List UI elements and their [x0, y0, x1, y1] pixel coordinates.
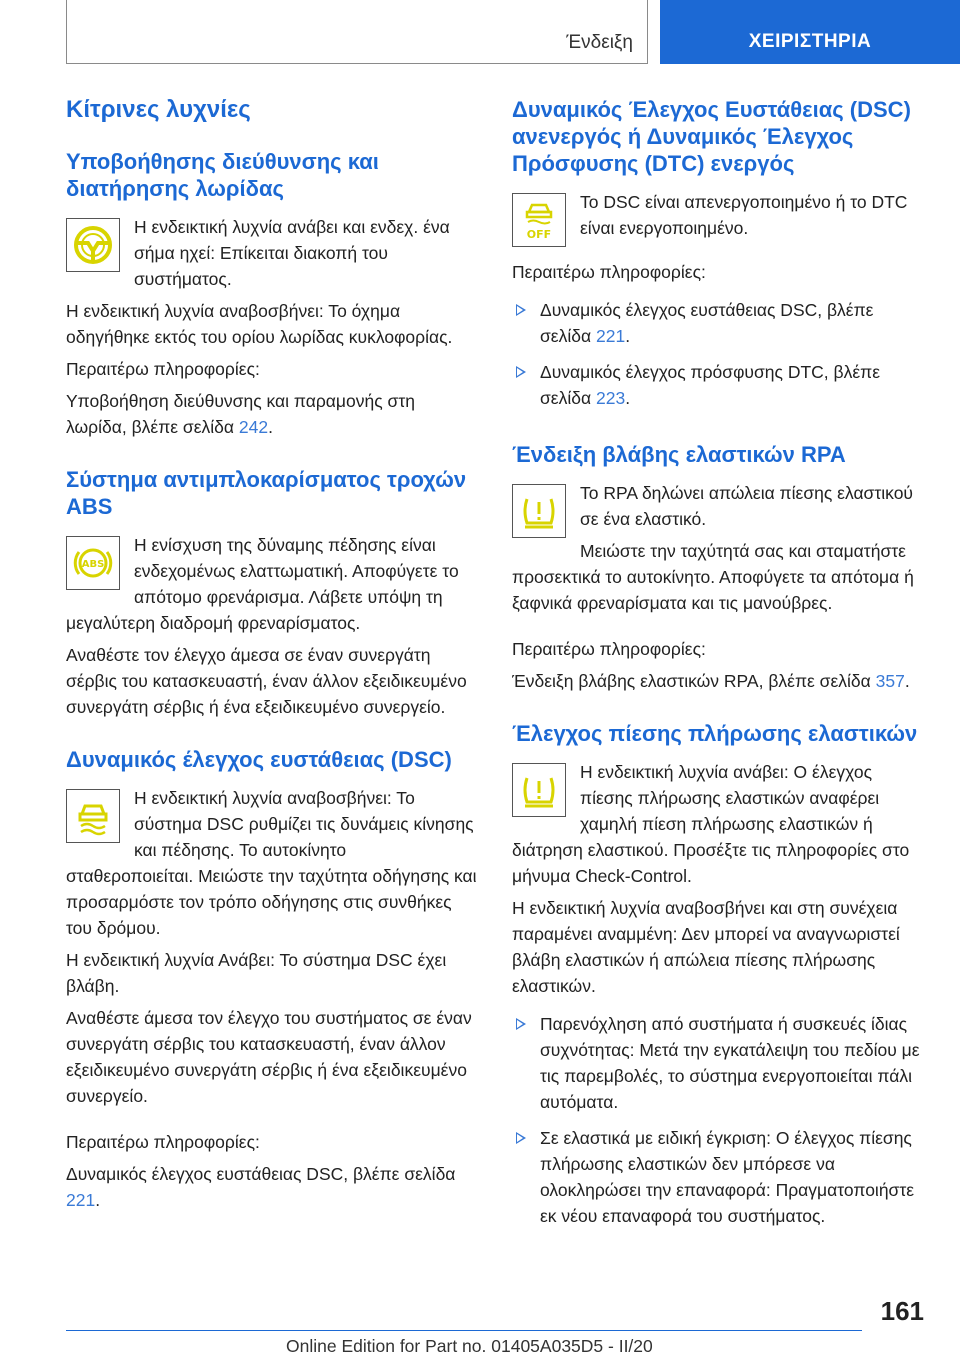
heading-dsc: Δυναμικός έλεγχος ευστάθειας (DSC): [66, 747, 452, 772]
page-number: 161: [880, 1296, 924, 1326]
right-column: [512, 96, 926, 1239]
heading-rpa: Ένδειξη βλάβης ελαστικών RPA: [512, 442, 846, 467]
steering-text-3: Περαιτέρω πληροφορίες:: [66, 359, 260, 379]
left-column: [66, 96, 478, 1219]
page-link-242[interactable]: 242: [238, 417, 269, 437]
steering-warning-block: [66, 214, 478, 446]
list-item: Δυναμικός έλεγχος ευστάθειας DSC, βλέπε σελίδα 221.: [512, 297, 926, 349]
abs-text-1: Η ενίσχυση της δύναμης πέδησης είναι ενδεχομένως ελαττωματική. Αποφύγετε το απότομο φρενάρισμα. Λάβετε υπόψη τη μεγαλύτερη διαδρομή φρεναρίσματος.: [66, 535, 459, 633]
abs-warning-block: [66, 532, 478, 726]
list-item: Δυναμικός έλεγχος πρόσφυσης DTC, βλέπε σελίδα 223.: [512, 359, 926, 411]
dsc-off-text-2: Περαιτέρω πληροφορίες:: [512, 262, 706, 282]
tire-text-2: Η ενδεικτική λυχνία αναβοσβήνει και στη συνέχεια παραμένει αναμμένη: Δεν μπορεί να αναγνωριστεί βλάβη ελαστικών ή απώλεια πίεσης πλήρωσης ελαστικών.: [512, 898, 900, 996]
header-section-tab: [66, 0, 648, 64]
rpa-text-1: Το RPA δηλώνει απώλεια πίεσης ελαστικού σε ένα ελαστικό.: [580, 483, 913, 529]
header-chapter-label: ΧΕΙΡΙΣΤΗΡΙΑ: [748, 31, 872, 52]
tire-pressure-monitor-icon: [512, 763, 566, 817]
dsc-text-5: Δυναμικός έλεγχος ευστάθειας DSC, βλέπε σελίδα 221.: [66, 1164, 456, 1210]
dsc-text-1: Η ενδεικτική λυχνία αναβοσβήνει: Το σύστημα DSC ρυθμίζει τις δυνάμεις κίνησης και πέδησης. Το αυτοκίνητο σταθεροποιείται. Μειώστε την ταχύτητα οδήγησης και προσαρμόστε τον τρόπο οδήγησης στις συνθήκες του δρόμου.: [66, 788, 477, 938]
heading-abs: Σύστημα αντιμπλοκαρίσματος τροχών ABS: [66, 467, 467, 519]
dsc-off-icon: [512, 193, 566, 247]
dsc-skid-icon: [66, 789, 120, 843]
page-link-221[interactable]: 221: [595, 326, 626, 346]
section-title-yellow-lights: Κίτρινες λυχνίες: [66, 96, 251, 123]
rpa-text-2: Μειώστε την ταχύτητά σας και σταματήστε προσεκτικά το αυτοκίνητο. Αποφύγετε τα απότομα ή ξαφνικά φρεναρίσματα και τις μανούβρες.: [512, 541, 914, 613]
dsc-off-text-1: Το DSC είναι απενεργοποιημένο ή το DTC είναι ενεργοποιημένο.: [580, 192, 908, 238]
dsc-text-3: Αναθέστε άμεσα τον έλεγχο του συστήματος σε έναν συνεργάτη σέρβις του κατασκευαστή, έναν άλλον εξειδικευμένο συνεργάτη σέρβις ή ένα εξειδικευμένο συνεργείο.: [66, 1008, 472, 1106]
steering-wheel-icon: [66, 218, 120, 272]
tire-pressure-warning-icon: [512, 484, 566, 538]
rpa-text-3: Περαιτέρω πληροφορίες:: [512, 639, 706, 659]
svg-text:ABS: ABS: [81, 559, 105, 570]
dsc-off-icon-label: OFF: [526, 228, 552, 241]
steering-text-1: Η ενδεικτική λυχνία ανάβει και ενδεχ. ένα σήμα ηχεί: Επίκειται διακοπή του συστήματος.: [134, 217, 450, 289]
dsc-off-block: [512, 189, 926, 251]
page-link-223[interactable]: 223: [595, 388, 626, 408]
tire-pressure-block: [512, 759, 926, 1005]
rpa-text-4: Ένδειξη βλάβης ελαστικών RPA, βλέπε σελίδα 357.: [512, 671, 910, 691]
heading-dsc-off-dtc-on: Δυναμικός Έλεγχος Ευστάθειας (DSC) ανενεργός ή Δυναμικός Έλεγχος Πρόσφυσης (DTC) ενεργός: [512, 97, 911, 176]
page-link-221[interactable]: 221: [66, 1190, 96, 1210]
header-section-label: Ένδειξη: [566, 32, 633, 53]
rpa-block: [512, 480, 926, 700]
list-item: Σε ελαστικά με ειδική έγκριση: Ο έλεγχος πίεσης πλήρωσης ελαστικών δεν μπόρεσε να ολοκληρώσει την επαναφορά: Πραγματοποιήστε εκ νέου επαναφορά του συστήματος.: [512, 1125, 926, 1229]
abs-icon: [66, 536, 120, 590]
footer-divider: [66, 1330, 862, 1331]
abs-text-2: Αναθέστε τον έλεγχο άμεσα σε έναν συνεργάτη σέρβις του κατασκευαστή, έναν άλλον εξειδικευμένο συνεργάτη σέρβις ή ένα εξειδικευμένο συνεργείο.: [66, 645, 467, 717]
heading-tire-pressure: Έλεγχος πίεσης πλήρωσης ελαστικών: [512, 721, 918, 746]
steering-text-2: Η ενδεικτική λυχνία αναβοσβήνει: Το όχημα οδηγήθηκε εκτός του ορίου λωρίδας κυκλοφορίας.: [66, 301, 453, 347]
page-link-357[interactable]: 357: [875, 671, 905, 691]
dsc-text-4: Περαιτέρω πληροφορίες:: [66, 1132, 260, 1152]
steering-text-4: Υποβοήθηση διεύθυνσης και παραμονής στη λωρίδα, βλέπε σελίδα 242.: [66, 391, 415, 437]
footer-edition: Online Edition for Part no. 01405A035D5 - II/20: [286, 1336, 653, 1356]
tire-text-1: Η ενδεικτική λυχνία ανάβει: Ο έλεγχος πίεσης πλήρωσης ελαστικών αναφέρει χαμηλή πίεση πλήρωσης ελαστικών ή διάτρηση ελαστικού. Προσέξτε τις πληροφορίες στο μήνυμα Check-Control.: [512, 762, 910, 886]
heading-steering-lane-assist: Υποβοήθησης διεύθυνσης και διατήρησης λωρίδας: [66, 149, 379, 201]
header-chapter-tab[interactable]: [660, 0, 960, 64]
list-item: Παρενόχληση από συστήματα ή συσκευές ίδιας συχνότητας: Μετά την εγκατάλειψη του πεδίου με τις παρεμβολές, το σύστημα ενεργοποιείται πάλι αυτόματα.: [512, 1011, 926, 1115]
dsc-warning-block: [66, 785, 478, 1219]
dsc-text-2: Η ενδεικτική λυχνία Ανάβει: Το σύστημα DSC έχει βλάβη.: [66, 950, 447, 996]
